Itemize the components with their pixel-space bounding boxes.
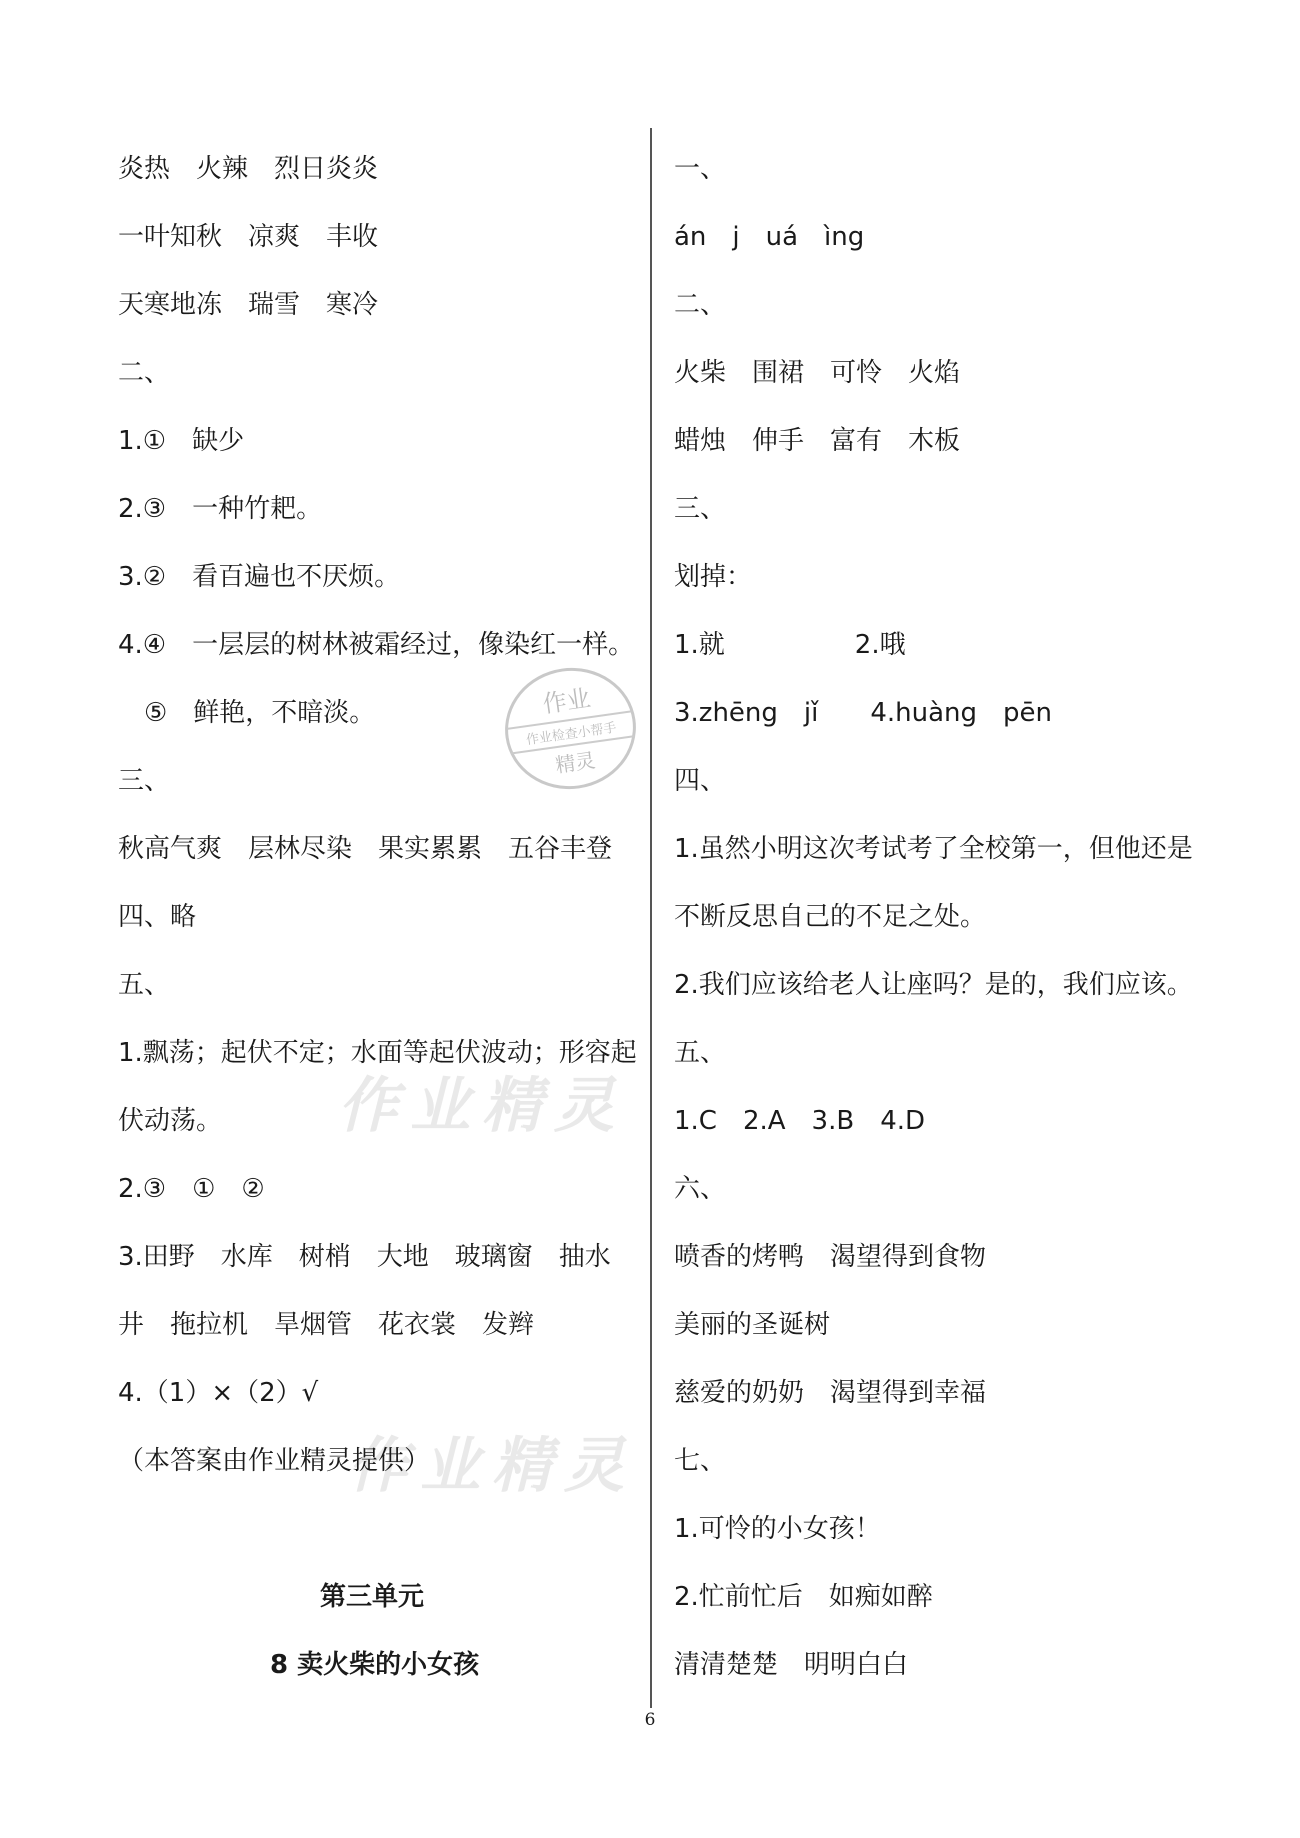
answer-line: 蜡烛 伸手 富有 木板 [674,426,961,456]
answer-line: 炎热 火辣 烈日炎炎 [118,154,379,184]
section-heading: 五、 [118,970,171,1000]
answer-line: 清清楚楚 明明白白 [674,1650,909,1680]
watermark-text: 作业精灵 [338,1071,626,1141]
answer-line: 1.飘荡；起伏不定；水面等起伏波动；形容起 [118,1038,637,1068]
answer-line: 天寒地冻 瑞雪 寒冷 [118,290,379,320]
section-heading: 七、 [674,1446,727,1476]
answer-line: 秋高气爽 层林尽染 果实累累 五谷丰登 [118,834,613,864]
answer-line: 划掉： [674,562,753,592]
answer-line: 1.C 2.A 3.B 4.D [674,1106,926,1136]
unit-title: 第三单元 [320,1582,425,1612]
answer-line: 伏动荡。 [118,1106,223,1136]
stamp-mid: 作业检查小帮手 [507,710,635,754]
section-heading: 三、 [674,494,727,524]
stamp-bottom: 精灵 [553,747,597,778]
answer-line: 2.③ ① ② [118,1174,265,1204]
answer-line: 喷香的烤鸭 渴望得到食物 [674,1242,987,1272]
answer-line: 不断反思自己的不足之处。 [674,902,987,932]
answer-line: 2.③ 一种竹耙。 [118,494,323,524]
answer-line: 火柴 围裙 可怜 火焰 [674,358,961,388]
answer-line: 2.我们应该给老人让座吗？是的，我们应该。 [674,970,1193,1000]
answer-line: ⑤ 鲜艳，不暗淡。 [144,698,376,728]
answer-line: 4.（1）×（2）√ [118,1378,319,1408]
section-heading: 六、 [674,1174,727,1204]
section-heading: 四、略 [118,902,197,932]
answer-line: 1.可怜的小女孩！ [674,1514,881,1544]
answer-line: 1.虽然小明这次考试考了全校第一，但他还是 [674,834,1193,864]
section-heading: 五、 [674,1038,727,1068]
section-heading: 四、 [674,766,727,796]
answer-line: 4.④ 一层层的树林被霜经过，像染红一样。 [118,630,635,660]
answer-line: 3.② 看百遍也不厌烦。 [118,562,401,592]
answer-line: 1.就 2.哦 [674,630,906,660]
answer-line: 美丽的圣诞树 [674,1310,831,1340]
section-heading: 三、 [118,766,171,796]
answer-line: 慈爱的奶奶 渴望得到幸福 [674,1378,987,1408]
answer-line: 3.zhēng jǐ 4.huàng pēn [674,698,1053,728]
answer-line: 一叶知秋 凉爽 丰收 [118,222,379,252]
watermark-text: 作业精灵 [348,1431,636,1501]
credit-note: （本答案由作业精灵提供） [118,1446,431,1476]
section-heading: 二、 [118,358,171,388]
section-heading: 一、 [674,154,727,184]
answer-line: 井 拖拉机 旱烟管 花衣裳 发辫 [118,1310,535,1340]
section-heading: 二、 [674,290,727,320]
answer-line: án j uá ìng [674,222,865,252]
lesson-title: 8 卖火柴的小女孩 [270,1650,480,1680]
watermark-stamp [497,659,644,797]
answer-line: 3.田野 水库 树梢 大地 玻璃窗 抽水 [118,1242,611,1272]
page-number: 6 [644,1710,656,1730]
stamp-top: 作业 [540,684,593,719]
column-divider [650,128,652,1708]
answer-line: 2.忙前忙后 如痴如醉 [674,1582,933,1612]
answer-line: 1.① 缺少 [118,426,245,456]
